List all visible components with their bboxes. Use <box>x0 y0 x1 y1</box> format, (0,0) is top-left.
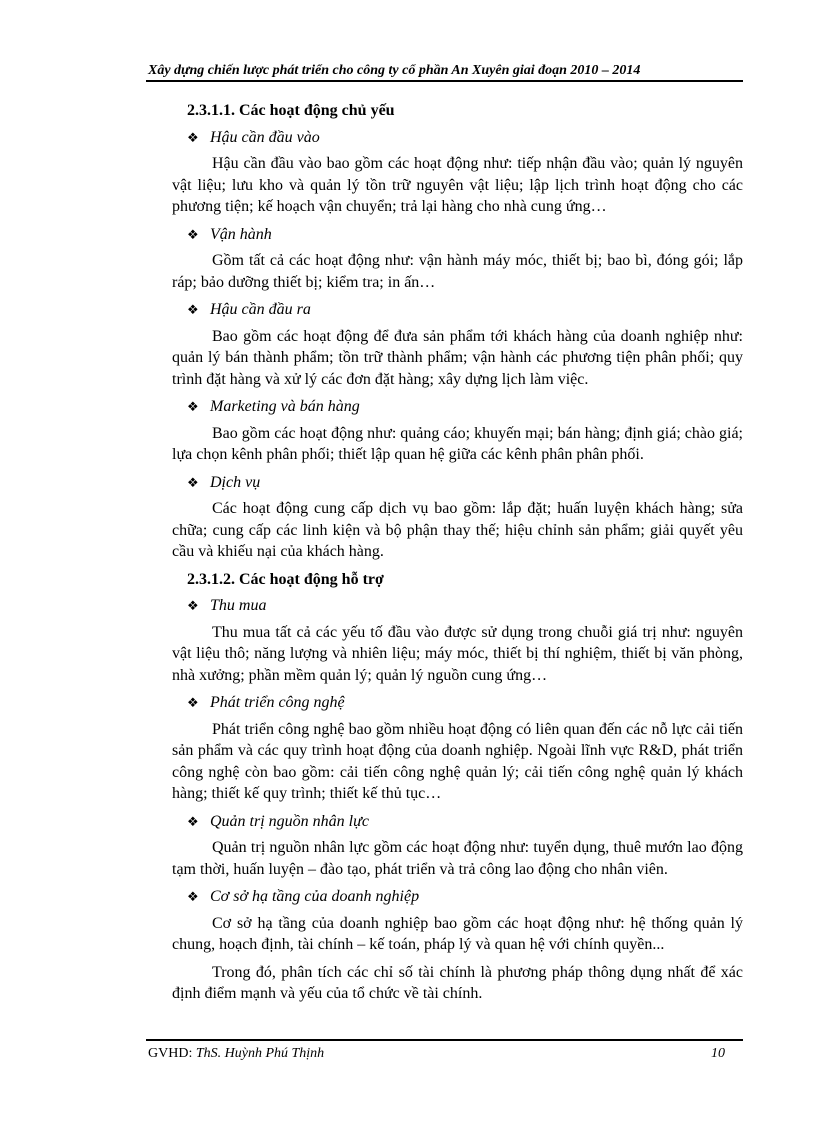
closing-paragraph: Trong đó, phân tích các chỉ số tài chính là phương pháp thông dụng nhất để xác định điểm mạnh và yếu của tổ chức về tài chính. <box>172 963 743 1002</box>
supervisor-credit: GVHD: ThS. Huỳnh Phú Thịnh <box>148 1046 325 1061</box>
bullet-heading: ❖ Marketing và bán hàng <box>187 396 743 418</box>
paragraph: Thu mua tất cả các yếu tố đầu vào được sử dụng trong chuỗi giá trị như: nguyên vật liệu thô; năng lượng và nhiên liệu; máy móc, thiết bị thí nghiệm, thiết bị văn phòng, nhà xưởng; phần mềm quản lý; quản lý nguồn cung ứng… <box>172 623 743 684</box>
paragraph: Bao gồm các hoạt động để đưa sản phẩm tới khách hàng của doanh nghiệp như: quản lý bán thành phẩm; tồn trữ thành phẩm; vận hành các phương tiện phân phối; quy trình đặt hàng và xử lý các đơn đặt hàng; xây dựng lịch làm việc. <box>172 327 743 388</box>
bullet-heading: ❖ Cơ sở hạ tầng của doanh nghiệp <box>187 886 743 908</box>
page-number: 10 <box>711 1046 725 1061</box>
paragraph: Gồm tất cả các hoạt động như: vận hành máy móc, thiết bị; bao bì, đóng gói; lắp ráp; bảo dưỡng thiết bị; kiểm tra; in ấn… <box>172 252 743 291</box>
running-header: Xây dựng chiến lược phát triển cho công ty cổ phần An Xuyên giai đoạn 2010 – 2014 <box>148 63 641 78</box>
footer-rule <box>146 1039 743 1041</box>
paragraph: Bao gồm các hoạt động như: quảng cáo; khuyến mại; bán hàng; định giá; chào giá; lựa chọn kênh phân phối; thiết lập quan hệ giữa các kênh phân phân phối. <box>172 424 743 463</box>
section-heading: 2.3.1.1. Các hoạt động chủ yếu <box>187 102 395 119</box>
diamond-bullet-icon: ❖ <box>187 889 199 904</box>
diamond-bullet-icon: ❖ <box>187 302 199 317</box>
paragraph: Các hoạt động cung cấp dịch vụ bao gồm: lắp đặt; huấn luyện khách hàng; sửa chữa; cung cấp các linh kiện và bộ phận thay thế; hiệu chỉnh sản phẩm; giải quyết yêu cầu và khiếu nại của khách hàng. <box>172 500 743 560</box>
bullet-heading: ❖ Phát triển công nghệ <box>187 692 743 714</box>
paragraph: Cơ sở hạ tầng của doanh nghiệp bao gồm các hoạt động như: hệ thống quản lý chung, hoạch định, tài chính – kế toán, pháp lý và quan hệ với chính quyền... <box>172 914 743 953</box>
bullet-heading: ❖ Thu mua <box>187 595 743 617</box>
diamond-bullet-icon: ❖ <box>187 226 199 242</box>
header-rule <box>146 80 743 82</box>
section-heading: 2.3.1.2. Các hoạt động hỗ trợ <box>187 570 384 588</box>
supervisor-name: ThS. Huỳnh Phú Thịnh <box>195 1046 325 1061</box>
bullet-heading: ❖ Quản trị nguồn nhân lực <box>187 811 743 833</box>
paragraph: Phát triển công nghệ bao gồm nhiều hoạt động có liên quan đến các nỗ lực cải tiến sản phẩm và các quy trình hoạt động của doanh nghiệp. Ngoài lĩnh vực R&D, phát triển công nghệ còn bao gồm: cải tiến công nghệ quản lý; cải tiến công nghệ quản lý khách hàng; thiết kế quy trình; thiết kế thủ tục… <box>172 720 743 802</box>
page-content <box>172 100 743 1011</box>
bullet-heading: ❖ Dịch vụ <box>187 472 743 494</box>
bullet-heading: ❖ Hậu cần đầu ra <box>187 299 743 321</box>
diamond-bullet-icon: ❖ <box>187 598 199 613</box>
paragraph: Quản trị nguồn nhân lực gồm các hoạt động như: tuyển dụng, thuê mướn lao động tạm thời, huấn luyện – đào tạo, phát triển và trả công lao động cho nhân viên. <box>172 839 743 878</box>
diamond-bullet-icon: ❖ <box>187 474 199 490</box>
paragraph: Hậu cần đầu vào bao gồm các hoạt động như: tiếp nhận đầu vào; quản lý nguyên vật liệu; lưu kho và quản lý tồn trữ nguyên vật liệu; lập lịch trình hoạt động cho các phương tiện; kế hoạch vận chuyển; trả lại hàng cho nhà cung ứng… <box>172 155 743 215</box>
diamond-bullet-icon: ❖ <box>187 129 199 145</box>
bullet-heading: ❖ Hậu cần đầu vào <box>187 127 743 149</box>
diamond-bullet-icon: ❖ <box>187 813 199 829</box>
page-footer <box>148 1045 725 1062</box>
bullet-heading: ❖ Vận hành <box>187 224 743 246</box>
diamond-bullet-icon: ❖ <box>187 695 199 710</box>
diamond-bullet-icon: ❖ <box>187 399 199 414</box>
